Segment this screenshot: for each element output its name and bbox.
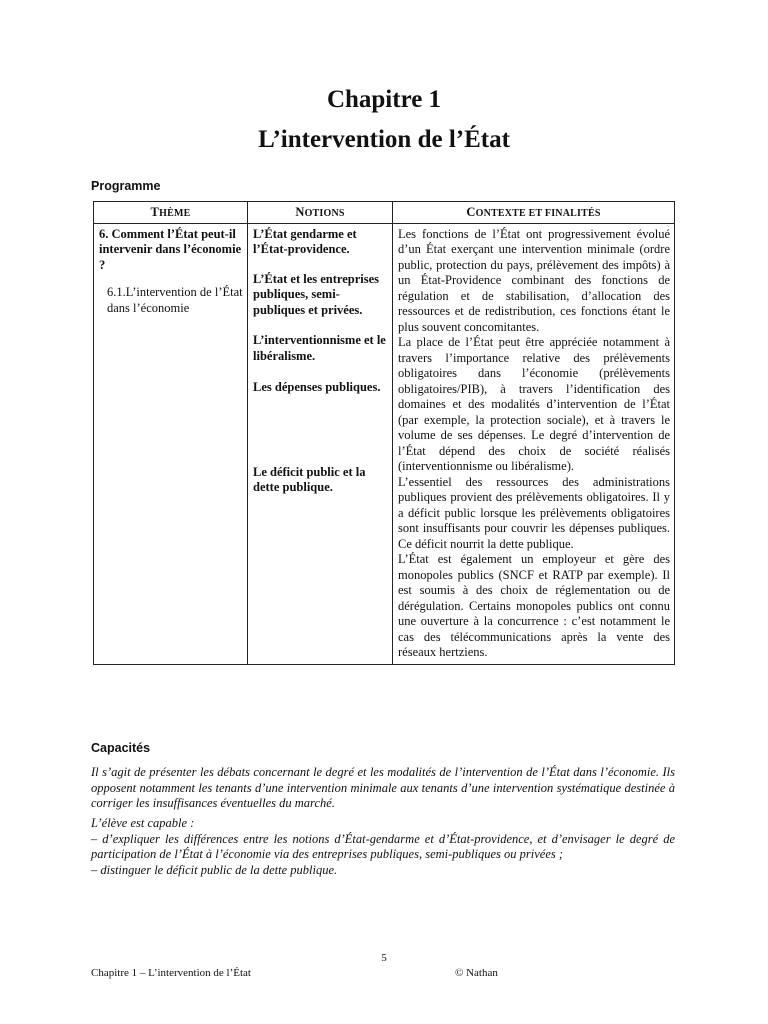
capacites-heading: Capacités: [91, 741, 151, 755]
contexte-paragraph: L’essentiel des ressources des administrations publiques provient des prélèvements obligatoires. Il y a déficit public lorsque les prélèvements obligatoires sont insuffisants pour couvrir les dépenses publiques. Ce déficit nourrit la dette publique.: [398, 474, 670, 551]
notion-item: L’État gendarme et l’État-providence.: [253, 226, 357, 256]
notion-item: Les dépenses publiques.: [253, 380, 381, 394]
table-row: [94, 223, 675, 664]
header-theme: THÈME: [94, 202, 248, 224]
contexte-paragraph: La place de l’État peut être appréciée notamment à travers l’importance relative des prélèvements obligatoires dans l’économie (prélèvements obligatoires/PIB), à travers l’identification des domaines et des modalités d’intervention de l’État (par exemple, la protection sociale), et à travers le volume de ses dépenses. Le degré d’intervention de l’État dépend des choix de société réalisés (interventionnisme ou libéralisme).: [398, 335, 670, 473]
capacite-item: – distinguer le déficit public de la dette publique.: [91, 862, 338, 877]
programme-table: [93, 201, 675, 665]
notion-item: L’interventionnisme et le libéralisme.: [253, 333, 386, 363]
capacites-intro: Il s’agit de présenter les débats concernant le degré et les modalités de l’intervention de l’État dans l’économie. Ils opposent notamment les tenants d’une intervention minimale aux tenants d’une intervention systématique destinée à corriger les insuffisances éventuelles du marché.: [91, 765, 675, 810]
capacite-item: – d’expliquer les différences entre les notions d’État-gendarme et d’État-providence, et d’envisager le degré de participation de l’État à l’économie via des entreprises publiques, semi-publiques ou privées ;: [91, 831, 675, 861]
chapter-subtitle: L’intervention de l’État: [258, 126, 510, 153]
theme-cell: [94, 223, 248, 664]
chapter-title: Chapitre 1: [326, 86, 442, 113]
contexte-paragraph: Les fonctions de l’État ont progressivement évolué d’un État exerçant une intervention minimale (ordre public, protection du pays, prélèvement des impôts) à un État-Providence combinant des fonctions de régulation et de stabilisation, d’allocation des ressources et de redistribution, ces fonctions étant le plus souvent concomitantes.: [398, 226, 670, 334]
table-header-row: [94, 202, 675, 224]
header-notions: NOTIONS: [248, 202, 393, 224]
capacites-list: [91, 816, 675, 878]
page-number: 5: [381, 952, 387, 964]
notion-item: Le déficit public et la dette publique.: [253, 464, 366, 494]
footer-publisher: © Nathan: [455, 967, 498, 979]
eleve-intro: L’élève est capable :: [91, 816, 195, 830]
contexte-paragraph: L’État est également un employeur et gère des monopoles publics (SNCF et RATP par exemple). Il est soumis à des choix de réglementation ou de dérégulation. Certains monopoles publics ont connu une ouverture à la concurrence : c’est notamment le cas des télécommunications après la vente des réseaux hertziens.: [398, 552, 670, 659]
contexte-cell: [393, 223, 675, 664]
theme-subtitle: 6.1.L’intervention de l’État dans l’économie: [107, 285, 243, 315]
programme-heading: Programme: [91, 179, 161, 193]
footer-chapter: Chapitre 1 – L’intervention de l’État: [91, 967, 251, 979]
notions-cell: [248, 223, 393, 664]
theme-title: 6. Comment l’État peut-il intervenir dans l’économie ?: [99, 226, 242, 272]
header-contexte: CONTEXTE ET FINALITÉS: [393, 202, 675, 224]
notion-item: L’État et les entreprises publiques, semi-publiques et privées.: [253, 271, 380, 317]
